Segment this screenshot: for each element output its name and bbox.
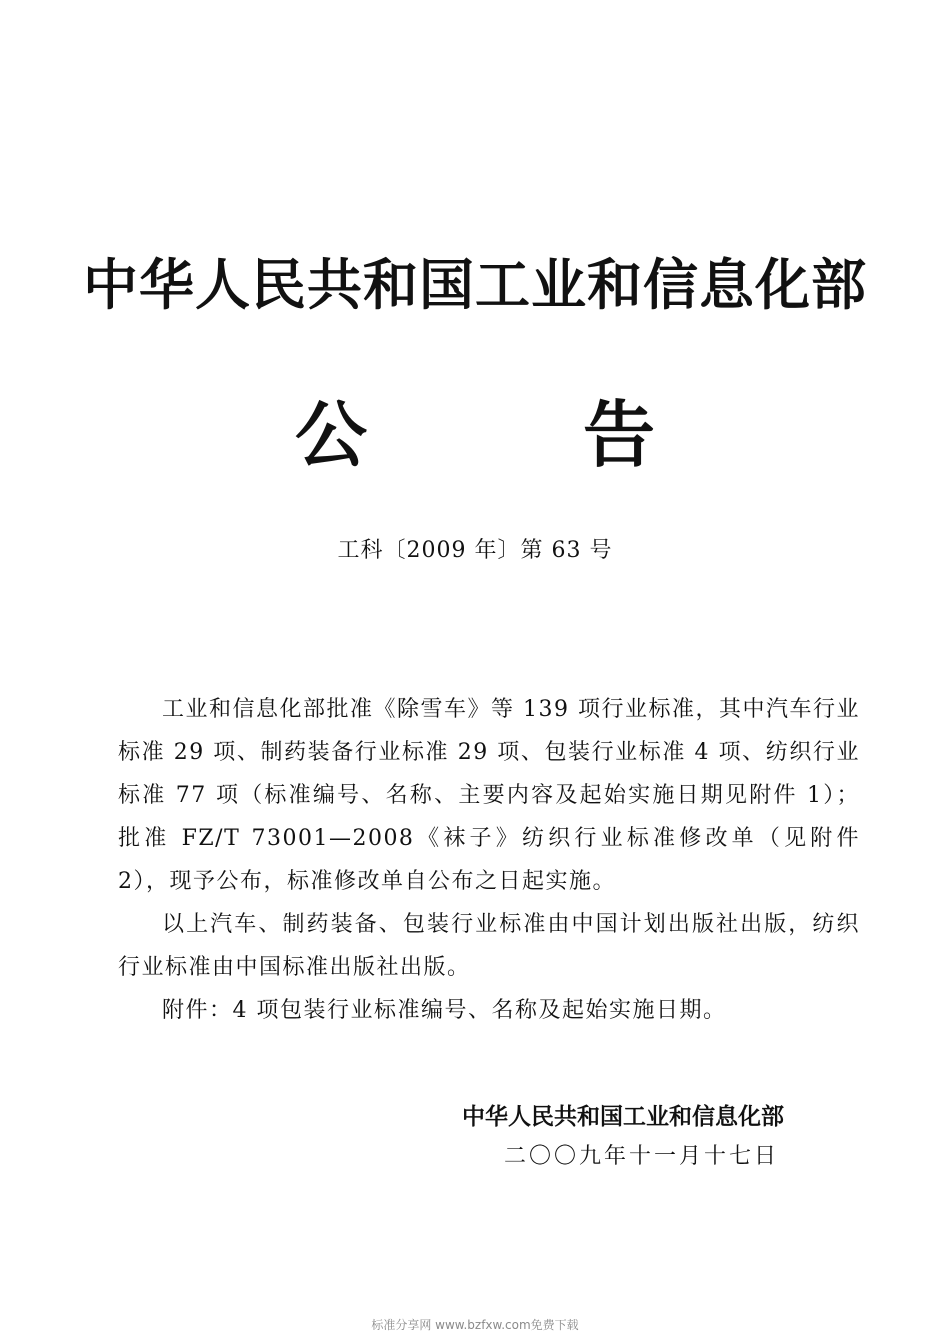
document-type-heading: 公 告: [294, 393, 655, 477]
signature-block: [462, 1100, 842, 1172]
footer-watermark: 标准分享网 www.bzfxw.com免费下载: [371, 1318, 579, 1332]
body-paragraph-attachment: 附件：4 项包装行业标准编号、名称及起始实施日期。: [162, 998, 727, 1023]
signature-date: 二〇〇九年十一月十七日: [504, 1144, 780, 1169]
document-number: 工科〔2009 年〕第 63 号: [337, 538, 613, 563]
announcement-body: [118, 688, 860, 1032]
issuing-organization-title: 中华人民共和国工业和信息化部: [82, 253, 867, 317]
body-paragraph-approval: 工业和信息化部批准《除雪车》等 139 项行业标准，其中汽车行业标准 29 项、制药装备行业标准 29 项、包装行业标准 4 项、纺织行业标准 77 项（标准编号、名称、主要内容及起始实施日期见附件 1）；批准 FZ/T 73001—2008《袜子》纺织行业标准修改单（见附件 2），现予公布，标准修改单自公布之日起实施。: [118, 697, 860, 894]
signature-organization: 中华人民共和国工业和信息化部: [462, 1104, 784, 1130]
body-paragraph-publishers: 以上汽车、制药装备、包装行业标准由中国计划出版社出版，纺织行业标准由中国标准出版社出版。: [118, 912, 860, 980]
